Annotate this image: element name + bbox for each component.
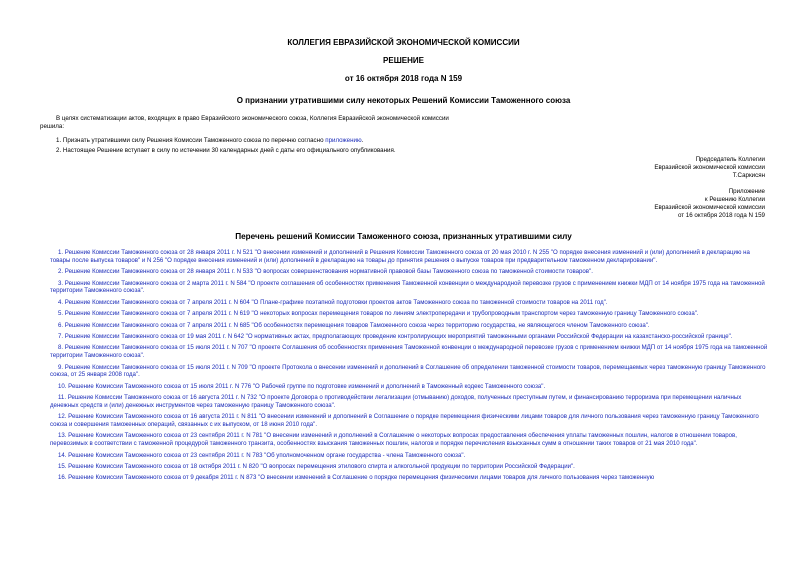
list-item[interactable]: 2. Решение Комиссии Таможенного союза от 28 января 2011 г. N 533 "О вопросах совершенствования нормативной правовой базы Таможенного союза по таможенной стоимости товаров".	[58, 268, 593, 276]
date-number-heading: от 16 октября 2018 года N 159	[344, 74, 463, 83]
intro-line-1: В целях систематизации актов, входящих в право Евразийского экономического союза, Коллегия Евразийской экономической комиссии	[56, 115, 449, 122]
list-item[interactable]: 14. Решение Комиссии Таможенного союза от 23 сентября 2011 г. N 783 "Об уполномоченном органе государства - члена Таможенного союза".	[58, 451, 466, 459]
decisions-list	[50, 249, 770, 486]
list-item[interactable]: 7. Решение Комиссии Таможенного союза от 19 мая 2011 г. N 642 "О нормативных актах, предполагающих проведение контролирующих мероприятий таможенными органами Российской Федерации на казахстанско-российской границе".	[58, 332, 733, 340]
signature-line-3: Т.Саркисян	[732, 172, 765, 179]
intro-line-2: решила:	[40, 123, 65, 130]
list-item[interactable]: 10. Решение Комиссии Таможенного союза от 15 июля 2011 г. N 776 "О Рабочей группе по подготовке изменений и дополнений в Таможенный кодекс Таможенного союза".	[58, 382, 546, 390]
item-1-end: .	[361, 137, 364, 144]
list-item[interactable]: 15. Решение Комиссии Таможенного союза от 18 октября 2011 г. N 820 "О вопросах перемещения этилового спирта и алкогольной продукции по территории Российской Федерации".	[58, 463, 575, 471]
org-heading: КОЛЛЕГИЯ ЕВРАЗИЙСКОЙ ЭКОНОМИЧЕСКОЙ КОМИССИИ	[287, 38, 520, 47]
list-item[interactable]: 3. Решение Комиссии Таможенного союза от 2 марта 2011 г. N 584 "О проекте соглашения об особенностях применения Таможенной конвенции о международной перевозке грузов с применением книжки МДП от 14 ноября 1975 года на таможенной территории Таможенного союза".	[50, 279, 765, 295]
list-item[interactable]: 6. Решение Комиссии Таможенного союза от 7 апреля 2011 г. N 685 "Об особенностях перемещения товаров Таможенного союза через территорию государства, не являющегося членом Таможенного союза".	[58, 321, 650, 329]
appendix-line-1: Приложение	[728, 188, 765, 195]
item-2-paragraph: 2. Настоящее Решение вступает в силу по истечении 30 календарных дней с даты его официального опубликования.	[56, 147, 396, 154]
list-title: Перечень решений Комиссии Таможенного союза, признанных утратившими силу	[235, 232, 572, 241]
intro-paragraph	[40, 115, 756, 131]
list-item[interactable]: 1. Решение Комиссии Таможенного союза от 28 января 2011 г. N 521 "О внесении изменений и дополнений в Решения Комиссии Таможенного союза от 20 мая 2010 г. N 255 "О порядке внесения изменений и (или) дополнений в декларацию на товары после выпуска товаров" и N 256 "О порядке внесения изменений и (или) дополнений в декларацию на товары до принятия решения о выпуске товаров при предварительном таможенном декларировании".	[50, 249, 750, 264]
document-title: О признании утратившими силу некоторых Решений Комиссии Таможенного союза	[236, 96, 571, 105]
appendix-block	[654, 188, 765, 220]
appendix-link[interactable]: приложению	[325, 137, 362, 144]
list-item[interactable]: 16. Решение Комиссии Таможенного союза от 9 декабря 2011 г. N 873 "О внесении изменений в Соглашение о порядке перемещения физическими лицами товаров для личного пользования через таможенную	[58, 474, 655, 482]
list-item[interactable]: 13. Решение Комиссии Таможенного союза от 23 сентября 2011 г. N 781 "О внесении изменений и дополнений в Соглашение о некоторых вопросах предоставления обеспечения уплаты таможенных пошлин, налогов в отношении товаров, перевозимых в соответствии с таможенной процедурой таможенного транзита, особенностях взыскания таможенных пошлин, налогов и порядке перечисления взысканных сумм в отношении таких товаров от 21 мая 2010 года".	[50, 432, 737, 448]
appendix-line-3: Евразийской экономической комиссии	[654, 204, 765, 211]
appendix-line-4: от 16 октября 2018 года N 159	[677, 212, 765, 219]
list-item[interactable]: 5. Решение Комиссии Таможенного союза от 7 апреля 2011 г. N 619 "О некоторых вопросах перемещения товаров по линиям электропередачи и трубопроводным транспортом через таможенную границу Таможенного союза".	[58, 310, 699, 318]
signature-line-1: Председатель Коллегии	[695, 156, 765, 163]
list-item[interactable]: 4. Решение Комиссии Таможенного союза от 7 апреля 2011 г. N 604 "О Плане-графике поэтапной подготовки проектов актов Таможенного союза по таможенной стоимости товаров на 2011 год".	[58, 298, 608, 306]
signature-line-2: Евразийской экономической комиссии	[654, 164, 765, 171]
signature-block	[654, 156, 765, 180]
list-item[interactable]: 11. Решение Комиссии Таможенного союза от 16 августа 2011 г. N 732 "О проекте Договора о противодействии легализации (отмыванию) доходов, полученных преступным путем, и финансированию терроризма при перемещении наличных денежных средств и (или) денежных инструментов через таможенную границу Таможенного союза".	[50, 394, 742, 409]
appendix-line-2: к Решению Коллегии	[704, 196, 765, 203]
item-1-paragraph	[56, 137, 756, 145]
list-item[interactable]: 8. Решение Комиссии Таможенного союза от 15 июля 2011 г. N 707 "О проекте Соглашения об особенностях применения Таможенной конвенции о международной перевозке грузов с применением книжки МДП от 14 ноября 1975 года на таможенной территории Таможенного союза".	[50, 344, 768, 360]
list-item[interactable]: 9. Решение Комиссии Таможенного союза от 15 июля 2011 г. N 709 "О проекте Протокола о внесении изменений и дополнений в Соглашение об определении таможенной стоимости товаров, перемещаемых через таможенную границу Таможенного союза, от 25 января 2008 года".	[50, 363, 766, 379]
doc-type-heading: РЕШЕНИЕ	[383, 56, 424, 65]
item-1-text: 1. Признать утратившими силу Решения Комиссии Таможенного союза по перечню согласно	[56, 137, 326, 144]
list-item[interactable]: 12. Решение Комиссии Таможенного союза от 16 августа 2011 г. N 811 "О внесении изменений и дополнений в Соглашение о порядке перемещения физическими лицами товаров для личного пользования через таможенную границу Таможенного союза и совершения таможенных операций, связанных с их выпуском, от 18 июня 2010 года".	[50, 413, 759, 429]
